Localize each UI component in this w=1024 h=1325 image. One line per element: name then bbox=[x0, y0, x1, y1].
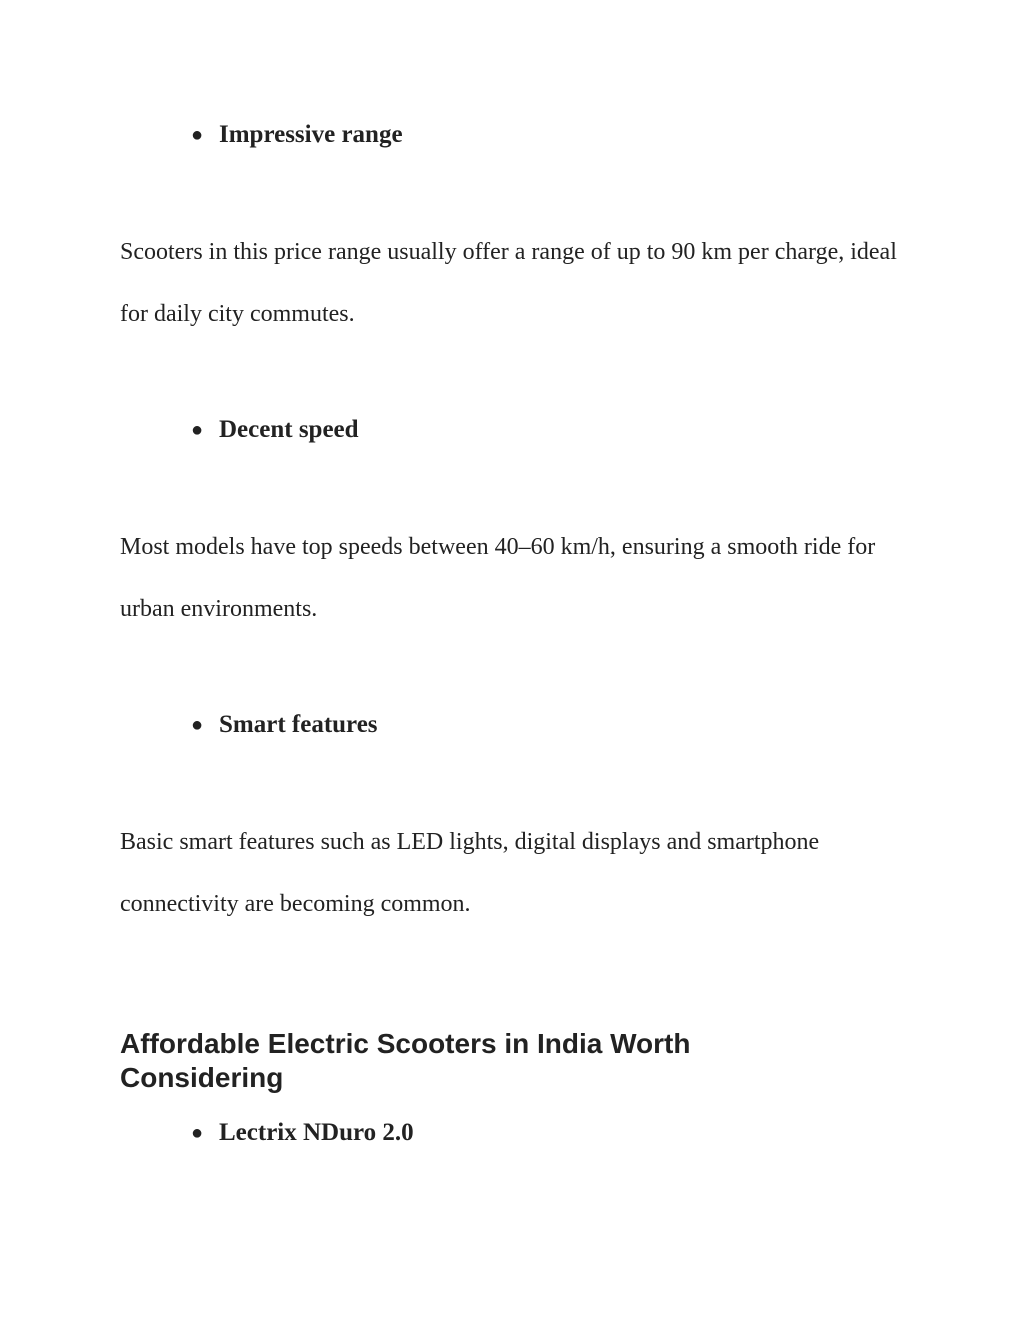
bullet-label: Impressive range bbox=[219, 121, 403, 148]
bullet-dot-icon: ● bbox=[191, 419, 204, 441]
bullet-item-smart-features bbox=[191, 710, 378, 740]
bullet-item-decent-speed bbox=[191, 415, 359, 445]
bullet-label: Smart features bbox=[219, 711, 378, 738]
bullet-dot-icon: ● bbox=[191, 124, 204, 146]
bullet-dot-icon: ● bbox=[191, 1122, 204, 1144]
section-heading: Affordable Electric Scooters in India Worth Considering bbox=[120, 1028, 691, 1093]
paragraph-smart-features: Basic smart features such as LED lights, digital displays and smartphone connectivity are becoming common. bbox=[120, 829, 820, 917]
bullet-item-impressive-range bbox=[191, 120, 403, 150]
bullet-label: Decent speed bbox=[219, 416, 359, 443]
paragraph-range: Scooters in this price range usually offer a range of up to 90 km per charge, ideal for daily city commutes. bbox=[120, 239, 897, 327]
bullet-item-lectrix-nduro bbox=[191, 1118, 414, 1148]
bullet-label: Lectrix NDuro 2.0 bbox=[219, 1119, 414, 1146]
paragraph-speed: Most models have top speeds between 40–60 km/h, ensuring a smooth ride for urban environments. bbox=[120, 534, 876, 622]
bullet-dot-icon: ● bbox=[191, 714, 204, 736]
